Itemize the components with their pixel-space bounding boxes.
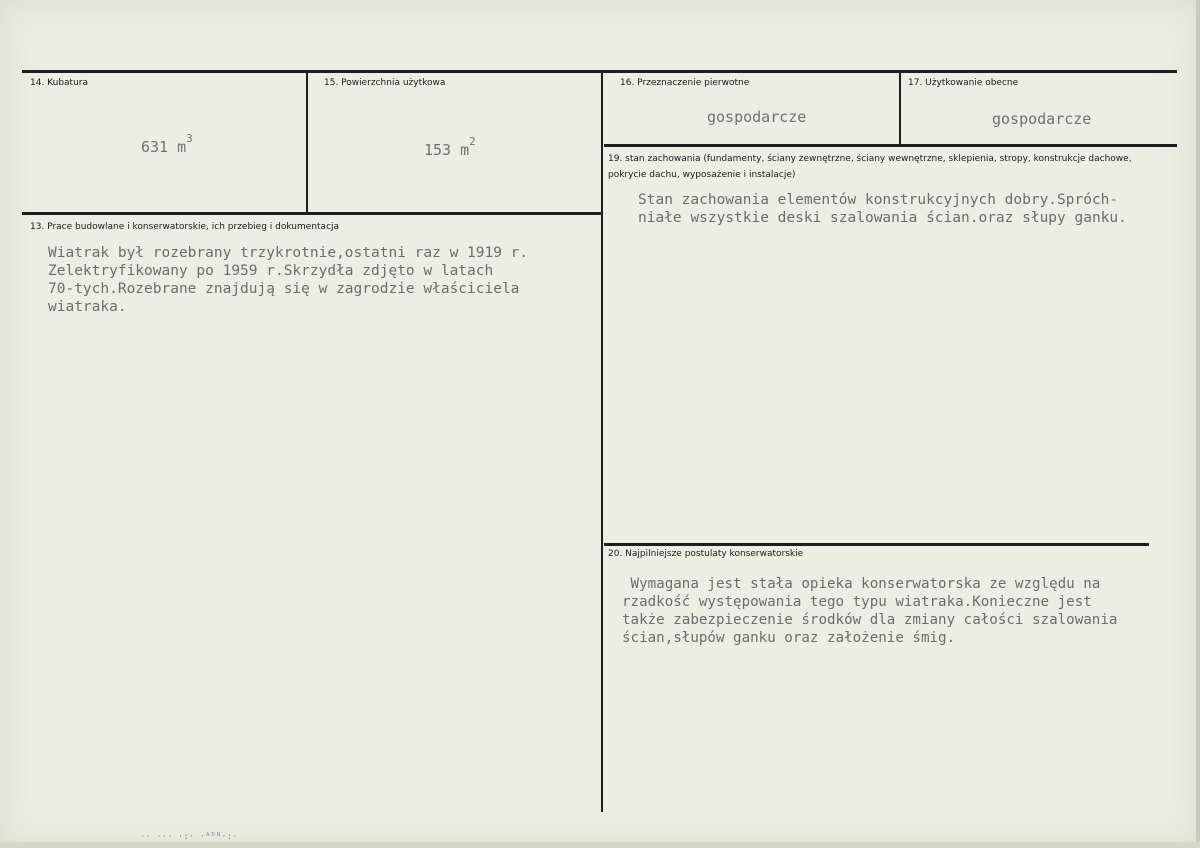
field-14-value: 631 $m^3$ xyxy=(141,132,193,156)
paper-edge-bottom xyxy=(0,842,1200,848)
paper-edge-right xyxy=(1196,0,1200,848)
field-17-value: gospodarcze xyxy=(992,110,1092,128)
field-19-text: Stan zachowania elementów konstrukcyjnych dobry.Spróch- niałe wszystkie deski szalowania ścian.oraz słupy ganku. xyxy=(638,192,1127,226)
field-20-text: Wymagana jest stała opieka konserwatorska ze względu na rzadkość występowania tego typu wiatraka.Konieczne jest także zabezpieczenie środków dla zmiany całości szalowania ścian,słupów ganku oraz założenie śmig. xyxy=(622,576,1118,646)
field-14-label: 14. Kubatura xyxy=(30,78,89,88)
field-13-text: Wiatrak był rozebrany trzykrotnie,ostatni raz w 1919 r. Zelektryfikowany po 1959 r.Skrzydła zdjęto w latach 70-tych.Rozebrane znajdują się w zagrodzie właściciela wiatraka. xyxy=(48,245,529,315)
divider-16-17 xyxy=(899,72,901,146)
top-rule xyxy=(22,70,1177,73)
row1-rule-left xyxy=(22,212,602,215)
section20-rule xyxy=(604,543,1149,546)
field-19-label: 19. stan zachowania (fundamenty, ściany zewnętrzne, ściany wewnętrzne, sklepienia, stropy, konstrukcje dachowe, pokrycie dachu, wyposażenie i instalacje) xyxy=(608,154,1132,180)
field-13-label: 13. Prace budowlane i konserwatorskie, ich przebieg i dokumentacja xyxy=(30,222,340,232)
field-15-value: 153 $m^2$ xyxy=(424,135,476,159)
field-17-label: 17. Użytkowanie obecne xyxy=(908,78,1019,88)
field-15-label: 15. Powierzchnia użytkowa xyxy=(324,78,446,88)
divider-center xyxy=(601,72,603,812)
field-16-value: gospodarcze xyxy=(707,108,807,126)
field-16-label: 16. Przeznaczenie pierwotne xyxy=(620,78,750,88)
row1-rule-right xyxy=(604,144,1177,147)
footer-scrap: ·· ··· ·:· ·ᴬᴰᴺ·:· xyxy=(140,832,238,842)
field-20-label: 20. Najpilniejsze postulaty konserwatorskie xyxy=(608,549,804,559)
divider-14-15 xyxy=(306,72,308,214)
